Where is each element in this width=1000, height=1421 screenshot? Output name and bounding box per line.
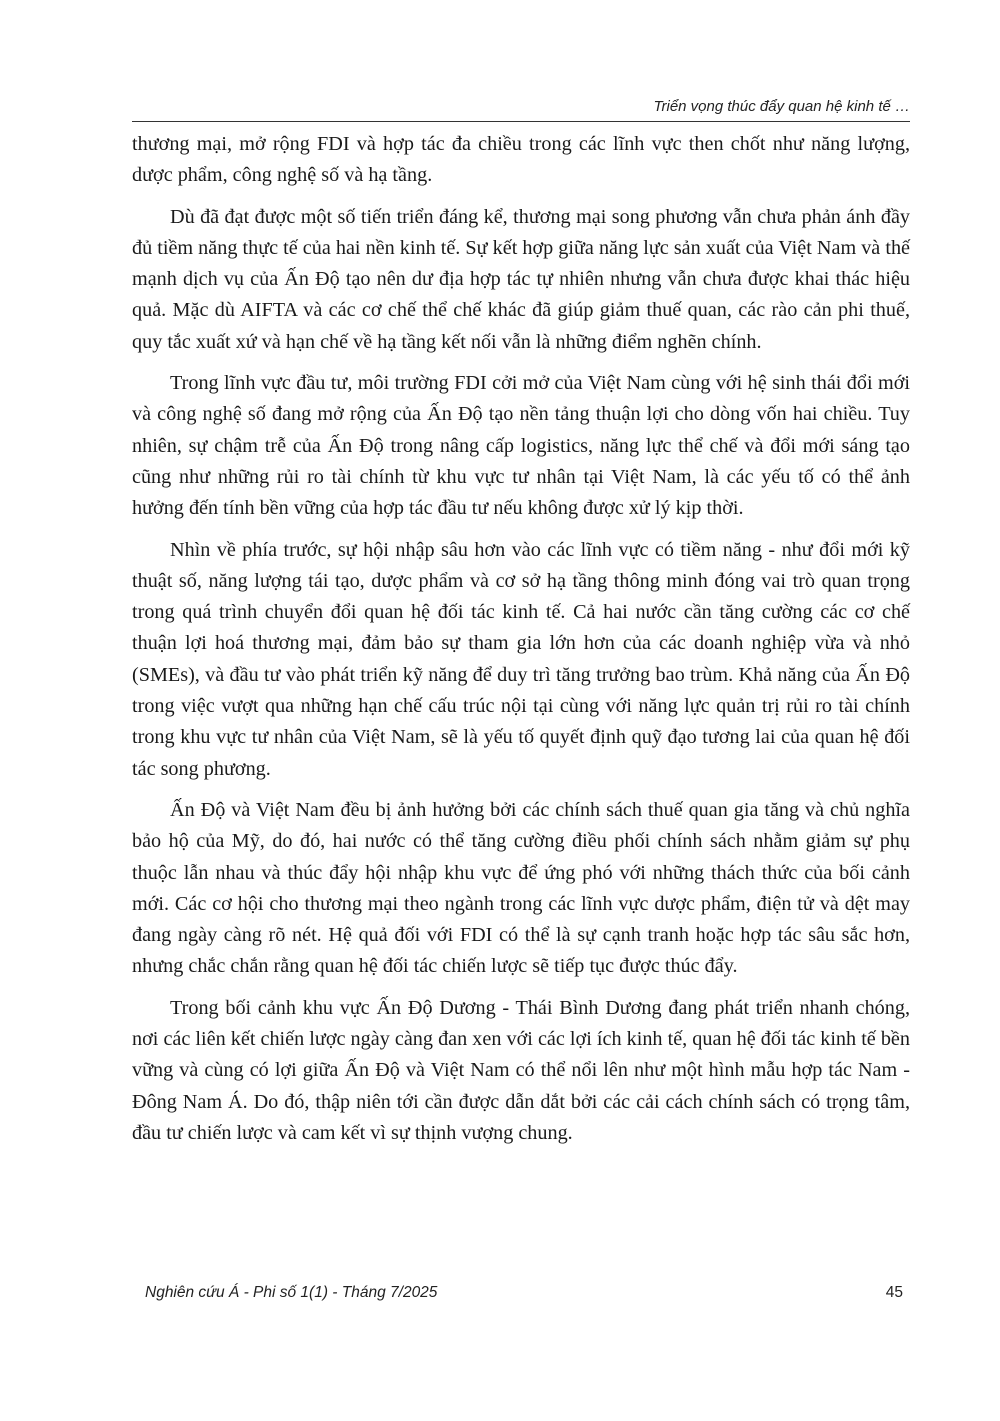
page-number: 45: [885, 1284, 903, 1301]
article-body: [132, 129, 910, 1159]
page-footer: [145, 1284, 903, 1302]
paragraph-outlook: Nhìn về phía trước, sự hội nhập sâu hơn vào các lĩnh vực có tiềm năng - như đổi mới kỹ thuật số, năng lượng tái tạo, dược phẩm và cơ sở hạ tầng thông minh đóng vai trò quan trọng trong quá trình chuyển đổi quan hệ đối tác kinh tế. Cả hai nước cần tăng cường các cơ chế thuận lợi hoá thương mại, đảm bảo sự tham gia lớn hơn của các doanh nghiệp vừa và nhỏ (SMEs), và đầu tư vào phát triển kỹ năng để duy trì tăng trưởng bao trùm. Khả năng của Ấn Độ trong việc vượt qua những hạn chế cấu trúc nội tại cùng với năng lực quản trị rủi ro tài chính trong khu vực tư nhân của Việt Nam, sẽ là yếu tố quyết định quỹ đạo tương lai của quan hệ đối tác song phương.: [132, 538, 910, 780]
paragraph-trade: Dù đã đạt được một số tiến triển đáng kể, thương mại song phương vẫn chưa phản ánh đầy đủ tiềm năng thực tế của hai nền kinh tế. Sự kết hợp giữa năng lực sản xuất của Việt Nam và thế mạnh dịch vụ của Ấn Độ tạo nên dư địa hợp tác tự nhiên nhưng vẫn chưa được khai thác hiệu quả. Mặc dù AIFTA và các cơ chế thể chế khác đã giúp giảm thuế quan, các rào cản phi thuế, quy tắc xuất xứ và hạn chế về hạ tầng kết nối vẫn là những điểm nghẽn chính.: [132, 205, 910, 353]
paragraph-indo-pacific: Trong bối cảnh khu vực Ấn Độ Dương - Thái Bình Dương đang phát triển nhanh chóng, nơi các liên kết chiến lược ngày càng đan xen với các lợi ích kinh tế, quan hệ đối tác kinh tế bền vững và cùng có lợi giữa Ấn Độ và Việt Nam có thể nổi lên như một hình mẫu hợp tác Nam - Đông Nam Á. Do đó, thập niên tới cần được dẫn dắt bởi các cải cách chính sách có trọng tâm, đầu tư chiến lược và cam kết vì sự thịnh vượng chung.: [132, 996, 910, 1144]
running-header-title: Triển vọng thúc đẩy quan hệ kinh tế …: [653, 98, 910, 115]
paragraph-continuation: thương mại, mở rộng FDI và hợp tác đa chiều trong các lĩnh vực then chốt như năng lượng, dược phẩm, công nghệ số và hạ tầng.: [132, 133, 910, 187]
paragraph-us-tariffs: Ấn Độ và Việt Nam đều bị ảnh hưởng bởi các chính sách thuế quan gia tăng và chủ nghĩa bảo hộ của Mỹ, do đó, hai nước có thể tăng cường điều phối chính sách nhằm giảm sự phụ thuộc lẫn nhau và thúc đẩy hội nhập khu vực để ứng phó với những thách thức của bối cảnh mới. Các cơ hội cho thương mại theo ngành trong các lĩnh vực dược phẩm, điện tử và dệt may đang ngày càng rõ nét. Hệ quả đối với FDI có thể là sự cạnh tranh hoặc hợp tác sâu sắc hơn, nhưng chắc chắn rằng quan hệ đối tác chiến lược sẽ tiếp tục được thúc đẩy.: [132, 798, 910, 978]
journal-citation: Nghiên cứu Á - Phi số 1(1) - Tháng 7/2025: [145, 1284, 438, 1301]
paragraph-investment: Trong lĩnh vực đầu tư, môi trường FDI cởi mở của Việt Nam cùng với hệ sinh thái đổi mới và công nghệ số đang mở rộng của Ấn Độ tạo nền tảng thuận lợi cho dòng vốn hai chiều. Tuy nhiên, sự chậm trễ của Ấn Độ trong nâng cấp logistics, năng lực thể chế và đổi mới sáng tạo cũng như những rủi ro tài chính từ khu vực tư nhân tại Việt Nam, là các yếu tố có thể ảnh hưởng đến tính bền vững của hợp tác đầu tư nếu không được xử lý kịp thời.: [132, 372, 910, 520]
header-divider: [132, 121, 910, 122]
